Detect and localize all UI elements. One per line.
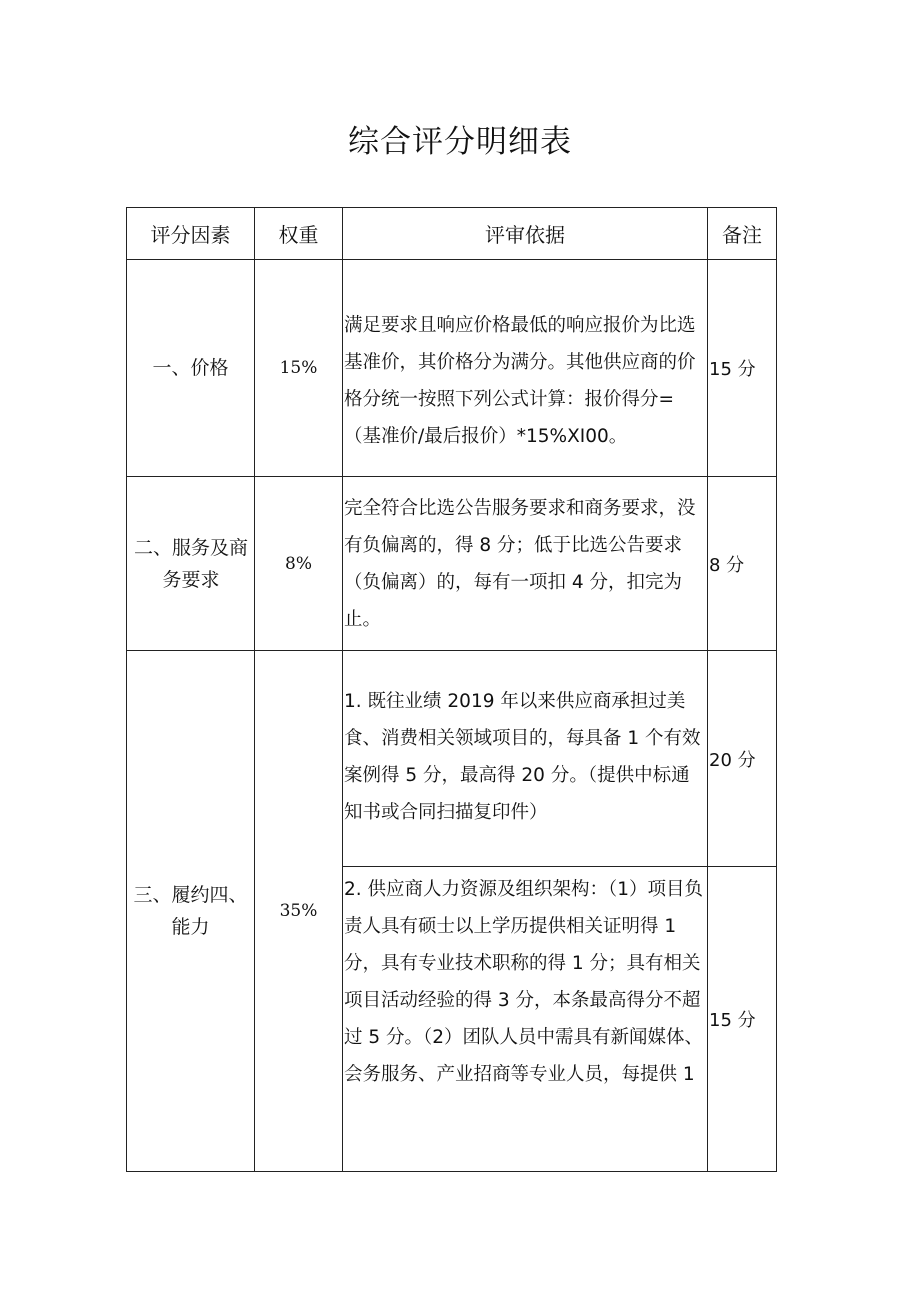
remark-cell: 15 分 <box>708 260 777 477</box>
basis-text: 1. 既往业绩 2019 年以来供应商承担过美食、消费相关领域项目的，每具备 1 个有效案例得 5 分，最高得 20 分。（提供中标通知书或合同扫描复印件） <box>344 691 701 823</box>
weight-cell: 8% <box>255 477 343 651</box>
factor-text: 二、服务及商务要求 <box>133 536 248 591</box>
basis-cell <box>343 651 708 867</box>
header-factor: 评分因素 <box>127 208 255 260</box>
table-row-capability-1 <box>127 651 777 867</box>
header-basis: 评审依据 <box>343 208 708 260</box>
table-row-price <box>127 260 777 477</box>
weight-cell: 15% <box>255 260 343 477</box>
factor-cell <box>127 651 255 1172</box>
factor-text: 三、履约四、能力 <box>133 884 248 938</box>
remark-cell: 15 分 <box>708 867 777 1172</box>
basis-cell <box>343 260 708 477</box>
remark-cell: 8 分 <box>708 477 777 651</box>
header-remark: 备注 <box>708 208 777 260</box>
page-title: 综合评分明细表 <box>348 124 572 160</box>
basis-text: 2. 供应商人力资源及组织架构：（1）项目负责人具有硕士以上学历提供相关证明得 1 分，具有专业技术职称的得 1 分；具有相关项目活动经验的得 3 分，本条最高得分不超过 5 分。（2）团队人员中需具有新闻媒体、会务服务、产业招商等专业人员，每提供 1 <box>344 879 704 1085</box>
basis-cell <box>343 477 708 651</box>
basis-text: 完全符合比选公告服务要求和商务要求，没有负偏离的，得 8 分；低于比选公告要求（负偏离）的，每有一项扣 4 分，扣完为止。 <box>344 497 696 630</box>
table-row-service <box>127 477 777 651</box>
table-header-row <box>127 208 777 260</box>
weight-cell: 35% <box>255 651 343 1172</box>
header-weight: 权重 <box>255 208 343 260</box>
factor-cell: 一、价格 <box>127 260 255 477</box>
scoring-table <box>126 207 777 1172</box>
basis-text: 满足要求且响应价格最低的响应报价为比选基准价，其价格分为满分。其他供应商的价格分统一按照下列公式计算：报价得分=（基准价/最后报价）*15%XI00。 <box>344 315 696 447</box>
basis-cell <box>343 867 708 1172</box>
factor-cell <box>127 477 255 651</box>
remark-cell: 20 分 <box>708 651 777 867</box>
